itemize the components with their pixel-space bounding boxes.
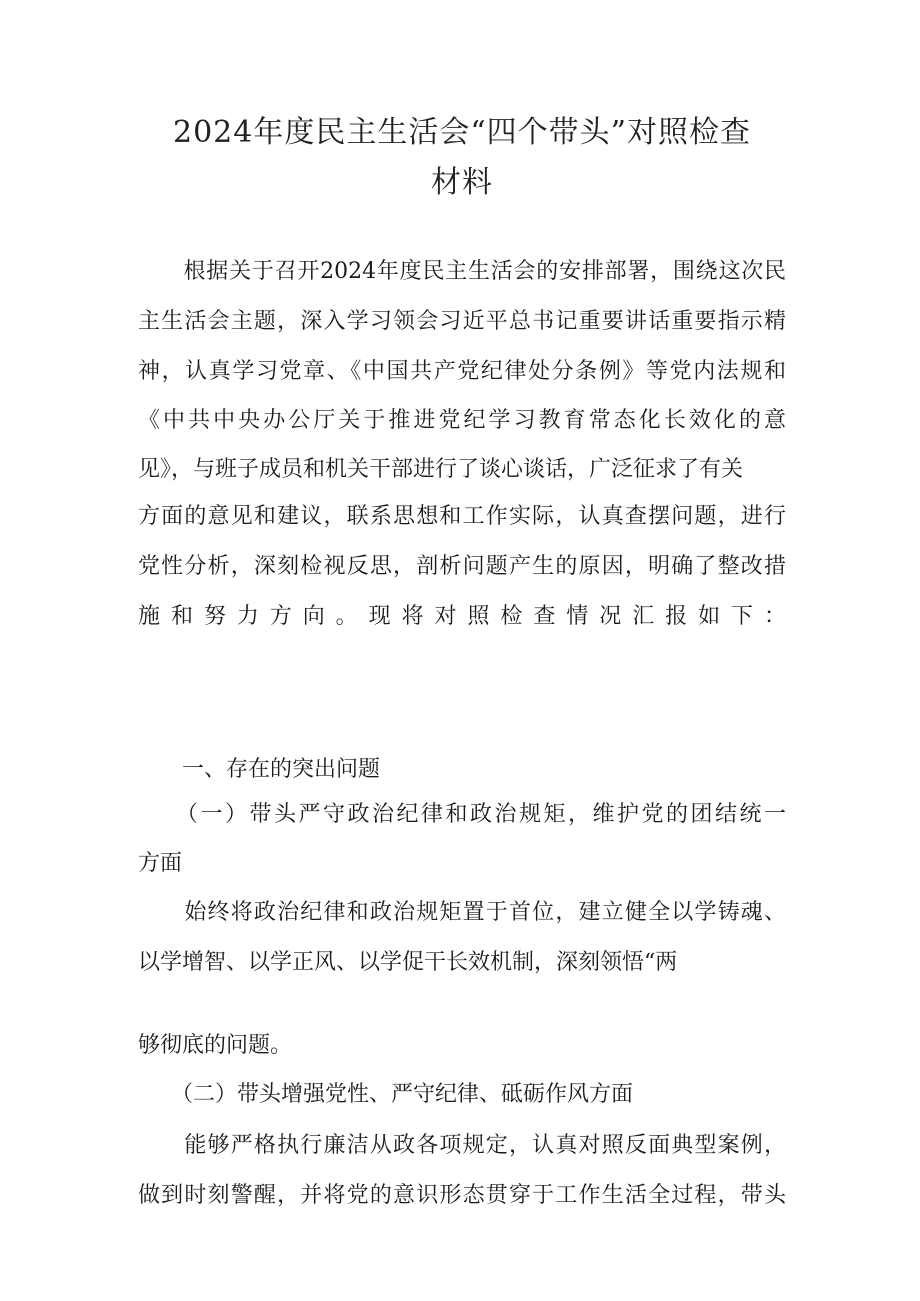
body-1-line-2: 以学增智、以学正风、以学促干长效机制，深刻领悟“两 — [138, 950, 678, 975]
body-2-line-2: 做到时刻警醒，并将党的意识形态贯穿于工作生活全过程，带头 — [138, 1183, 786, 1208]
body-1-line-1: 始终将政治纪律和政治规矩置于首位，建立健全以学铸魂、 — [138, 900, 786, 925]
subheading-1-line-1: （一）带头严守政治纪律和政治规矩，维护党的团结统一 — [138, 802, 786, 827]
section-heading: 一、存在的突出问题 — [138, 757, 381, 782]
intro-line-4: 《中共中央办公厅关于推进党纪学习教育常态化长效化的意 — [138, 408, 786, 433]
intro-line-1: 根据关于召开2024年度民主生活会的安排部署，围绕这次民 — [138, 259, 786, 284]
intro-line-7: 党性分析，深刻检视反思，剖析问题产生的原因，明确了整改措 — [138, 554, 786, 579]
intro-line-2: 主生活会主题，深入学习领会习近平总书记重要讲话重要指示精 — [138, 309, 786, 334]
subheading-1-line-2: 方面 — [138, 851, 183, 876]
intro-line-6: 方面的意见和建议，联系思想和工作实际，认真查摆问题，进行 — [138, 504, 786, 529]
intro-line-5: 见》，与班子成员和机关干部进行了谈心谈话，广泛征求了有关 — [138, 457, 744, 482]
subheading-2: （二）带头增强党性、严守纪律、砥砺作风方面 — [138, 1082, 634, 1107]
intro-line-3: 神，认真学习党章、《中国共产党纪律处分条例》等党内法规和 — [138, 359, 786, 384]
body-2-line-1: 能够严格执行廉洁从政各项规定，认真对照反面典型案例， — [138, 1133, 786, 1158]
page-title-line-2: 材料 — [431, 165, 493, 200]
body-1-line-3: 够彻底的问题。 — [138, 1033, 293, 1058]
page-title-line-1: 2024年度民主生活会“四个带头”对照检查 — [172, 115, 752, 150]
intro-line-8: 施和努力方向。现将对照检查情况汇报如下： — [138, 604, 786, 629]
